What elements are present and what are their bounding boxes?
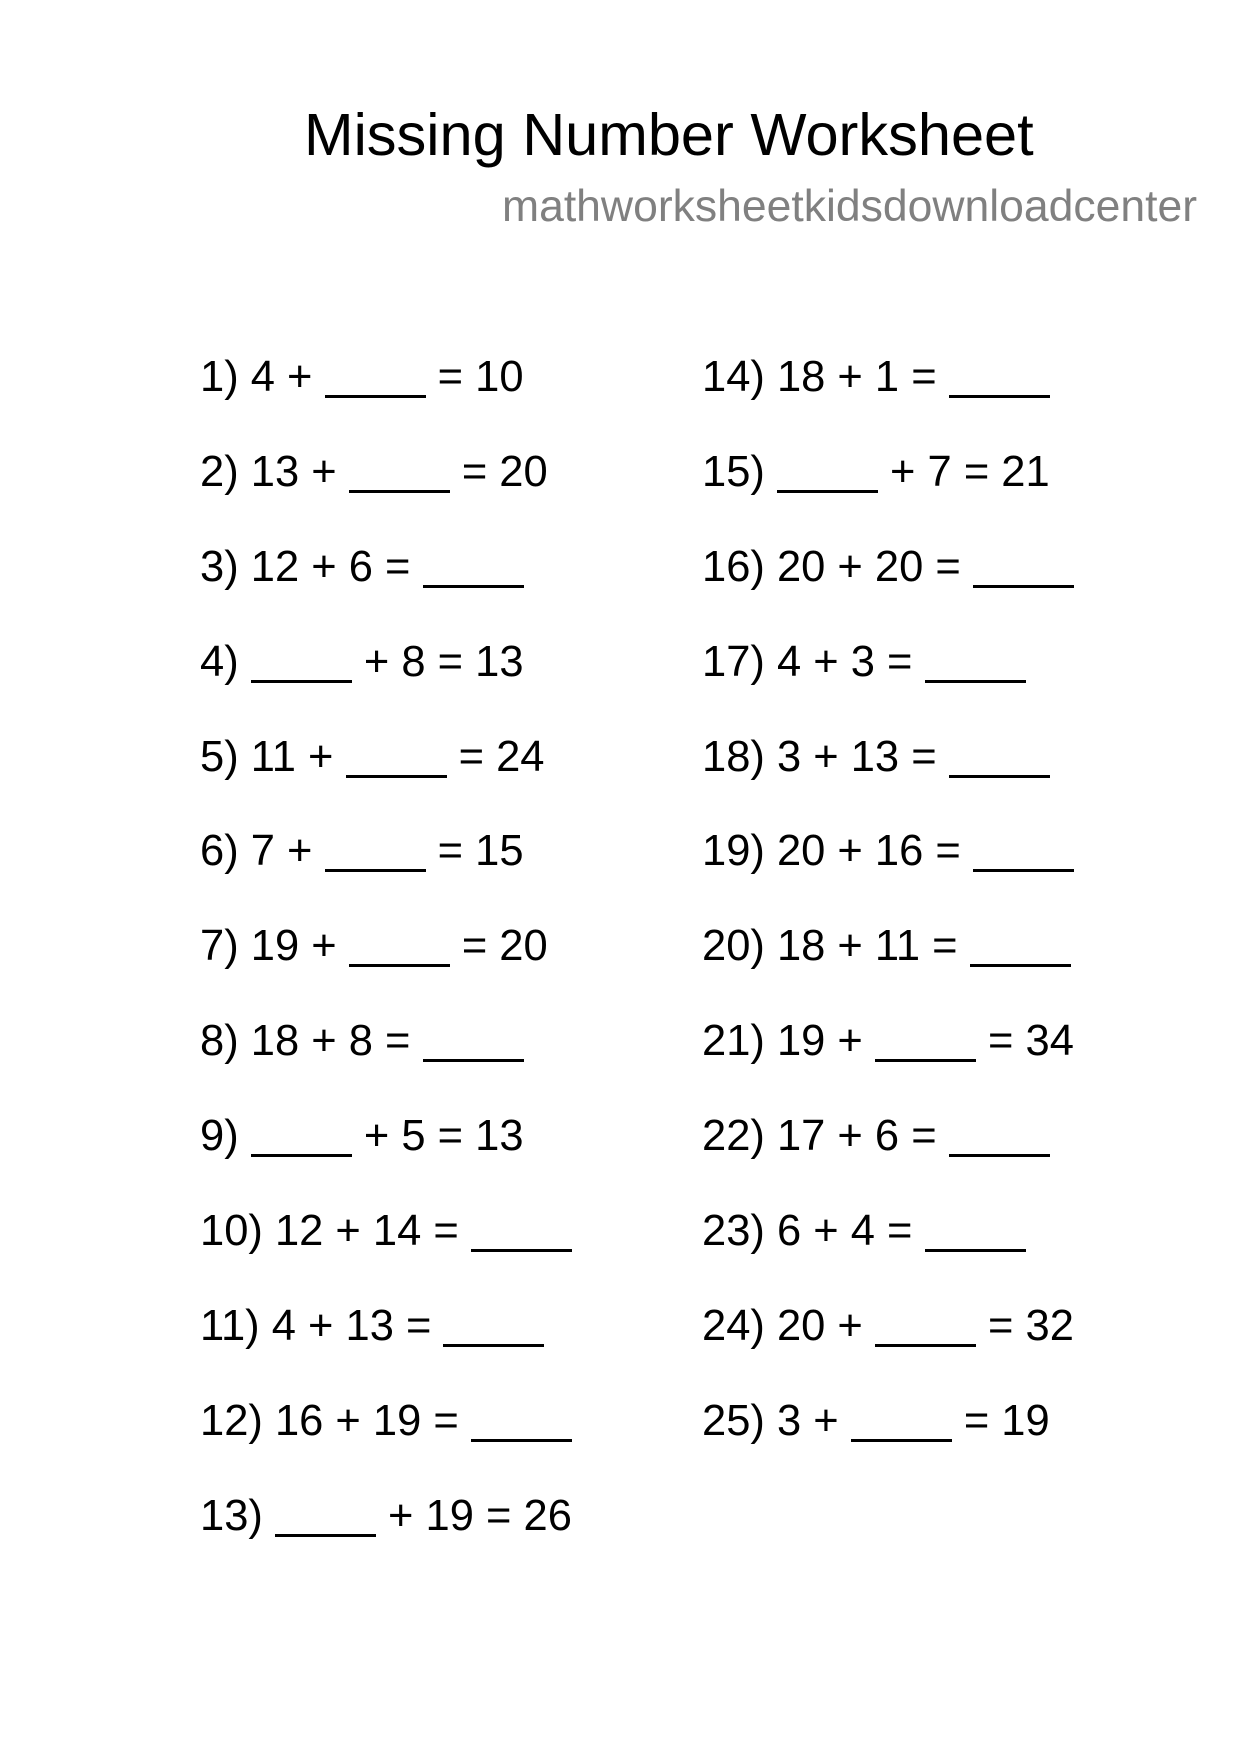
problem-16 (702, 542, 1074, 637)
problem-number: 21) (702, 1017, 765, 1066)
problem-number: 12) (200, 1396, 263, 1445)
answer-blank[interactable] (471, 1398, 572, 1442)
problem-21 (702, 1016, 1074, 1111)
problem-number: 16) (702, 542, 765, 591)
problem-number: 24) (702, 1301, 765, 1350)
problems-column-right (702, 352, 1074, 1491)
problem-12 (200, 1396, 572, 1491)
problem-10 (200, 1206, 572, 1301)
problem-number: 11) (200, 1301, 260, 1350)
problem-text-before: 19 + (238, 922, 349, 971)
answer-blank[interactable] (423, 1018, 524, 1062)
answer-blank[interactable] (949, 1113, 1050, 1157)
answer-blank[interactable] (875, 1303, 976, 1347)
answer-blank[interactable] (970, 923, 1071, 967)
answer-blank[interactable] (349, 923, 450, 967)
problem-number: 7) (200, 922, 239, 971)
problem-number: 22) (702, 1112, 765, 1161)
answer-blank[interactable] (949, 354, 1050, 398)
problem-number: 1) (200, 353, 239, 401)
problem-number: 6) (200, 827, 239, 876)
problem-text-before: 16 + 19 = (262, 1396, 471, 1445)
answer-blank[interactable] (973, 544, 1074, 588)
answer-blank[interactable] (443, 1303, 544, 1347)
problem-number: 3) (200, 542, 239, 591)
problem-text-before: 18 + 8 = (238, 1017, 423, 1066)
problem-text-after: = 10 (425, 353, 524, 401)
problem-25 (702, 1396, 1074, 1491)
problem-14 (702, 352, 1074, 447)
problem-number: 19) (702, 827, 765, 876)
answer-blank[interactable] (325, 354, 426, 398)
problem-text-before: 11 + (238, 732, 346, 781)
problem-15 (702, 447, 1074, 542)
problem-text-before: 20 + 16 = (764, 827, 973, 876)
problem-number: 4) (200, 637, 239, 686)
problem-13 (200, 1491, 572, 1586)
answer-blank[interactable] (777, 449, 878, 493)
answer-blank[interactable] (346, 734, 447, 778)
problem-7 (200, 921, 572, 1016)
answer-blank[interactable] (973, 828, 1074, 872)
problem-number: 9) (200, 1112, 239, 1161)
problem-23 (702, 1206, 1074, 1301)
problem-22 (702, 1111, 1074, 1206)
problem-5 (200, 732, 572, 827)
problem-text-after: = 15 (425, 827, 524, 876)
problem-text-before (263, 1492, 275, 1540)
answer-blank[interactable] (875, 1018, 976, 1062)
problem-number: 25) (702, 1396, 765, 1445)
problem-text-after: = 32 (975, 1301, 1074, 1350)
problem-text-before: 12 + 6 = (238, 542, 423, 591)
problem-text-after: = 20 (449, 922, 548, 971)
problem-number: 23) (702, 1207, 765, 1256)
worksheet-source-watermark: mathworksheetkidsdownloadcenter (502, 182, 1198, 231)
problem-number: 15) (702, 447, 765, 496)
problem-text-before (765, 448, 777, 496)
problem-text-after: + 19 = 26 (375, 1491, 572, 1540)
problem-number: 13) (200, 1491, 263, 1540)
problem-number: 20) (702, 922, 765, 971)
problem-text-after: = 19 (951, 1396, 1050, 1445)
problem-20 (702, 921, 1074, 1016)
problem-text-before: 7 + (238, 827, 325, 876)
problem-text-after: = 24 (446, 732, 545, 781)
answer-blank[interactable] (423, 544, 524, 588)
problem-18 (702, 732, 1074, 827)
problem-11 (200, 1301, 572, 1396)
problem-number: 5) (200, 732, 239, 781)
problem-text-before: 19 + (764, 1017, 875, 1066)
problem-9 (200, 1111, 572, 1206)
answer-blank[interactable] (925, 1208, 1026, 1252)
answer-blank[interactable] (325, 828, 426, 872)
problem-number: 14) (702, 353, 765, 401)
problem-text-before: 17 + 6 = (764, 1112, 949, 1161)
problem-text-before: 18 + 11 = (764, 922, 970, 971)
problem-3 (200, 542, 572, 637)
answer-blank[interactable] (925, 639, 1026, 683)
answer-blank[interactable] (275, 1493, 376, 1537)
problem-number: 18) (702, 732, 765, 781)
problem-6 (200, 826, 572, 921)
problem-text-before: 4 + (238, 353, 325, 401)
problem-number: 17) (702, 637, 765, 686)
problem-text-after: = 20 (449, 447, 548, 496)
problem-24 (702, 1301, 1074, 1396)
problem-text-before: 4 + 13 = (259, 1301, 444, 1350)
problem-text-before: 12 + 14 = (262, 1207, 471, 1256)
answer-blank[interactable] (471, 1208, 572, 1252)
answer-blank[interactable] (949, 734, 1050, 778)
answer-blank[interactable] (851, 1398, 952, 1442)
problem-text-before: 6 + 4 = (764, 1207, 925, 1256)
answer-blank[interactable] (251, 1113, 352, 1157)
worksheet-title: Missing Number Worksheet (304, 101, 1034, 168)
problem-number: 8) (200, 1017, 239, 1066)
problem-text-before (239, 1112, 251, 1160)
answer-blank[interactable] (349, 449, 450, 493)
problem-number: 2) (200, 447, 239, 496)
problem-1 (200, 352, 572, 447)
problem-text-before (239, 638, 251, 686)
problem-17 (702, 637, 1074, 732)
problem-8 (200, 1016, 572, 1111)
problem-text-before: 18 + 1 = (764, 353, 949, 401)
problem-text-before: 13 + (238, 447, 349, 496)
problem-number: 10) (200, 1207, 263, 1256)
problem-text-before: 4 + 3 = (764, 637, 925, 686)
problem-2 (200, 447, 572, 542)
problem-text-before: 20 + 20 = (764, 542, 973, 591)
problem-text-after: + 8 = 13 (351, 637, 524, 686)
answer-blank[interactable] (251, 639, 352, 683)
problem-19 (702, 826, 1074, 921)
problem-text-after: = 34 (975, 1017, 1074, 1066)
problems-column-left (200, 352, 572, 1586)
problem-4 (200, 637, 572, 732)
problem-text-after: + 7 = 21 (877, 447, 1050, 496)
problem-text-after: + 5 = 13 (351, 1112, 524, 1161)
problem-text-before: 3 + (764, 1396, 851, 1445)
problem-text-before: 3 + 13 = (764, 732, 949, 781)
problem-text-before: 20 + (764, 1301, 875, 1350)
